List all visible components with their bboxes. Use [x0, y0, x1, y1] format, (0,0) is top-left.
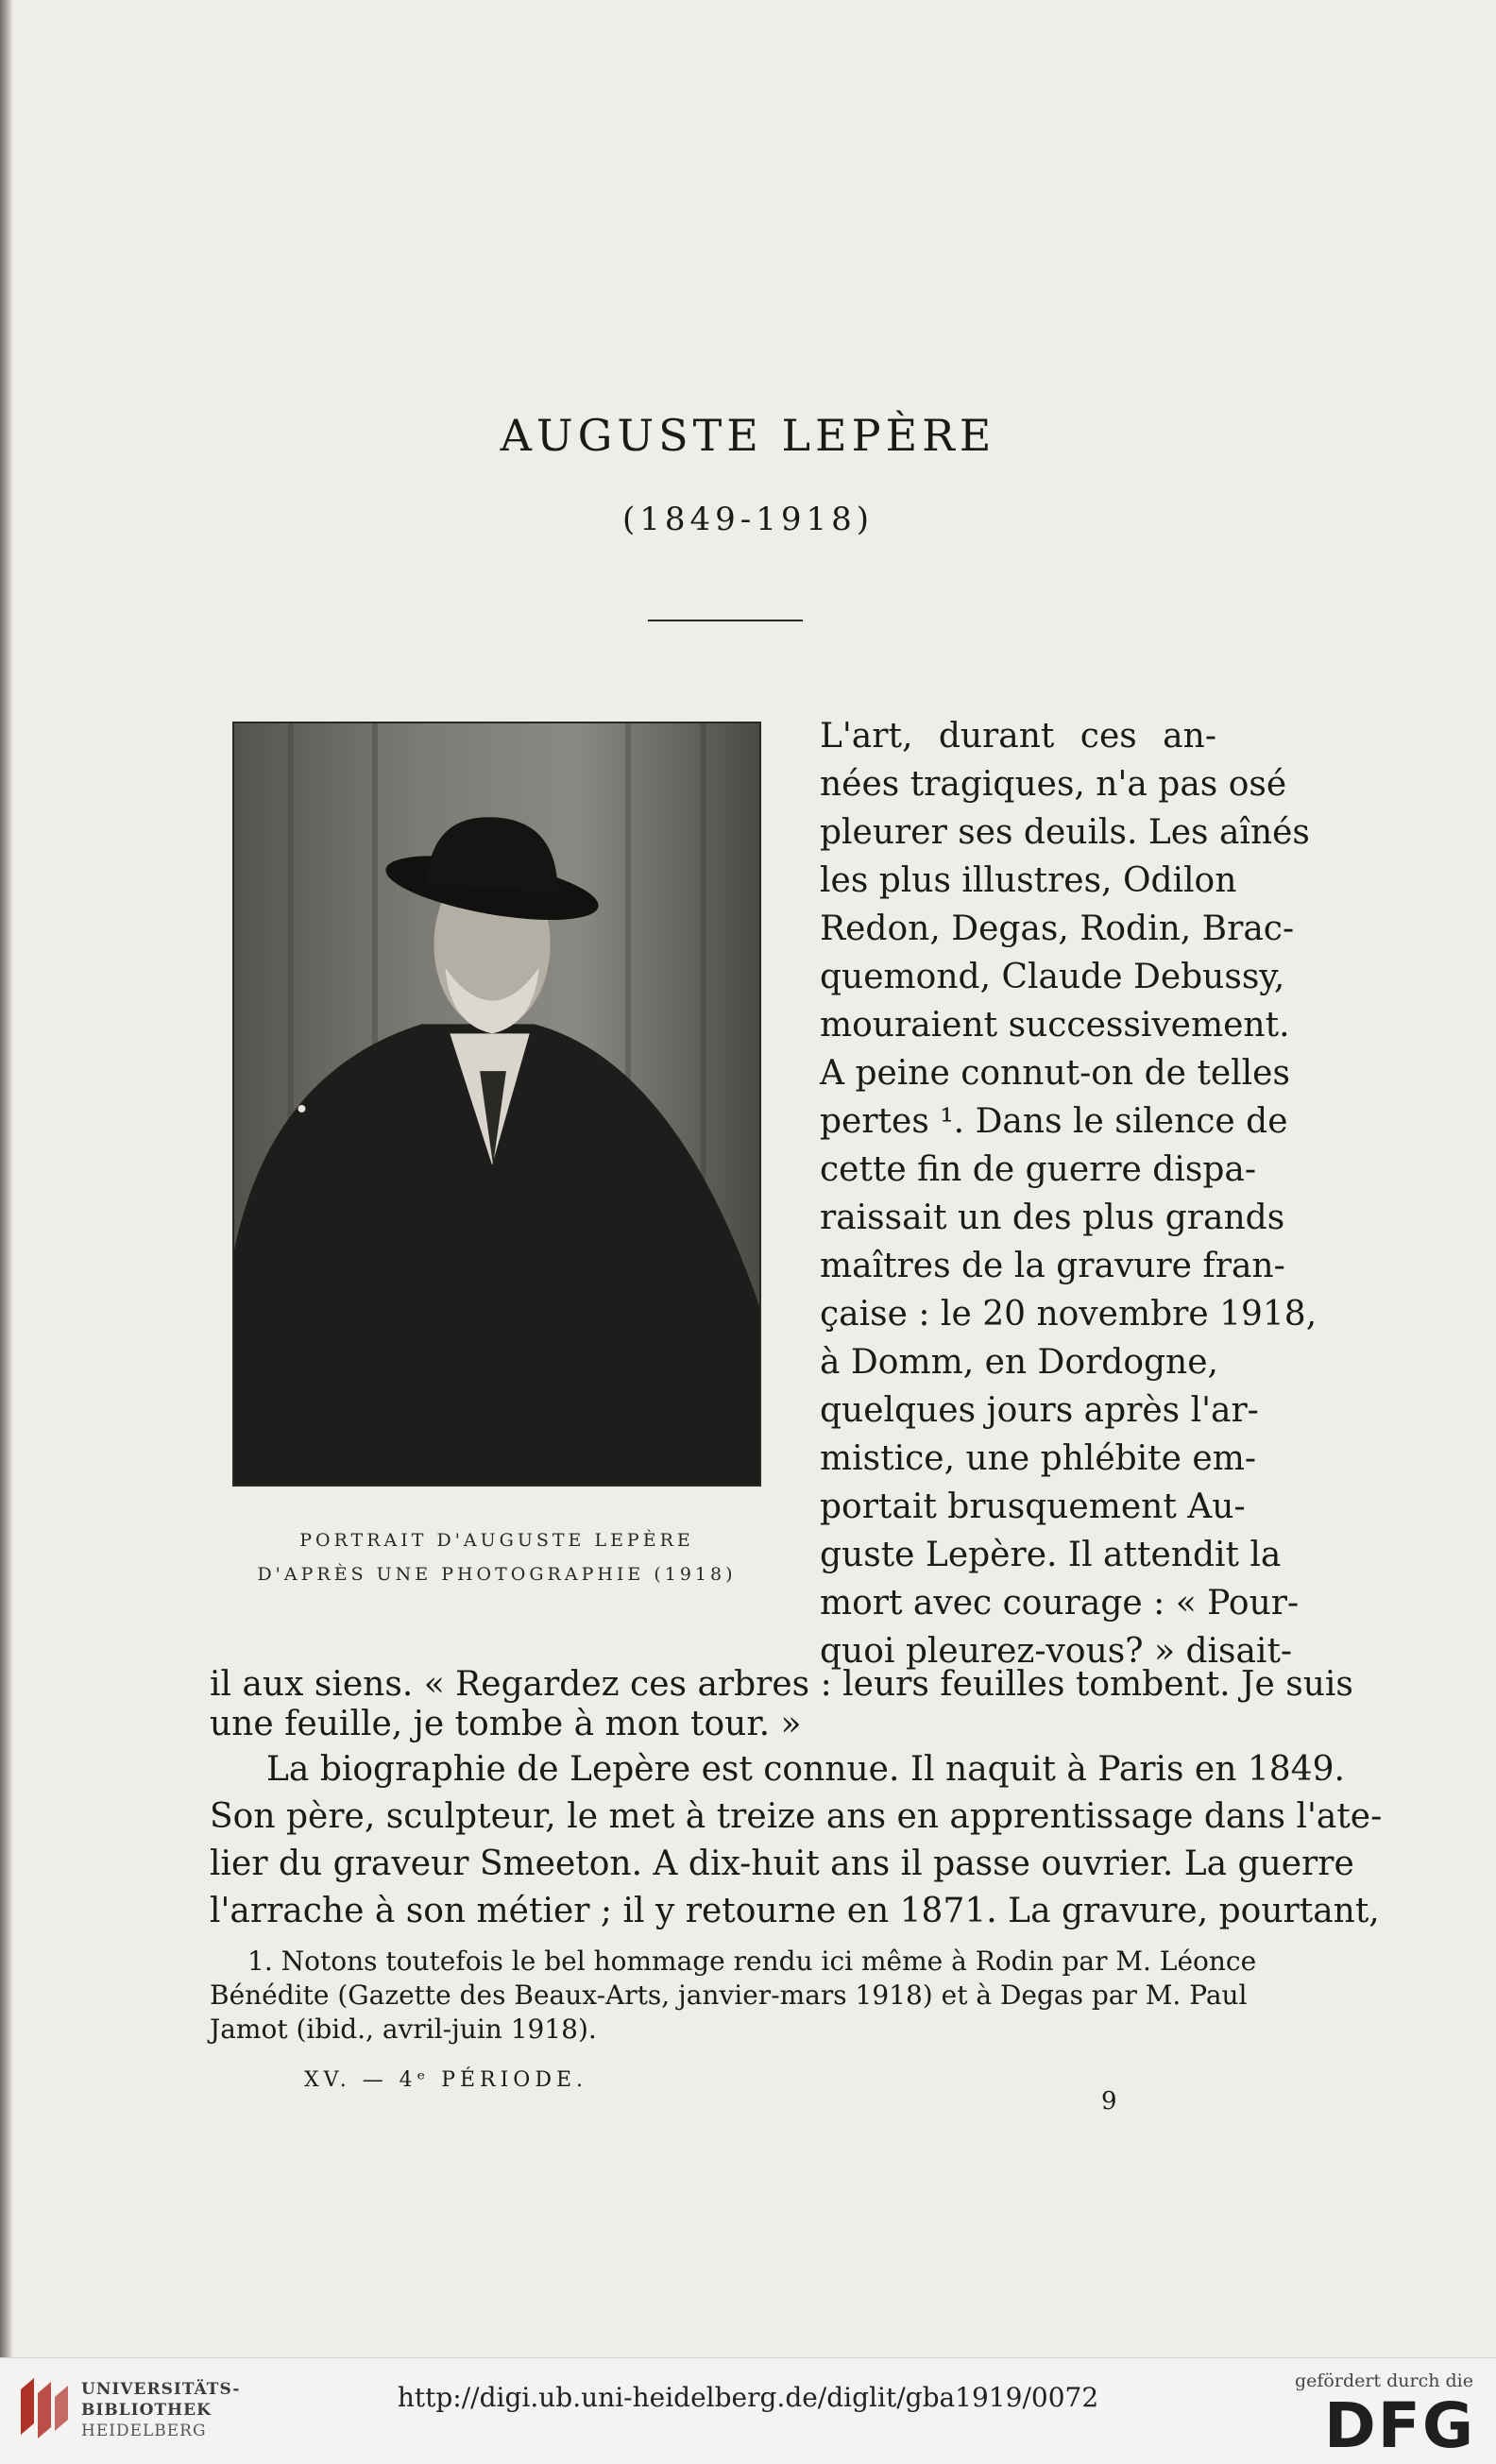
page-number: 9	[1101, 2087, 1117, 2116]
photo-caption-line1: PORTRAIT D'AUGUSTE LEPÈRE	[299, 1530, 694, 1551]
text-line: portait brusquement Au-	[820, 1487, 1246, 1526]
permalink-url[interactable]: http://digi.ub.uni-heidelberg.de/diglit/gba1919/0072	[397, 2382, 1099, 2413]
text-line: quelques jours après l'ar-	[820, 1391, 1259, 1430]
article-dates: (1849-1918)	[621, 501, 875, 538]
signature-mark: XV. — 4ᵉ PÉRIODE.	[304, 2068, 588, 2092]
text-line: quoi pleurez-vous? » disait-	[820, 1632, 1293, 1671]
text-line: A peine connut-on de telles	[820, 1054, 1290, 1093]
institution-name-line1: UNIVERSITÄTS-	[81, 2380, 241, 2399]
text-line: quemond, Claude Debussy,	[820, 958, 1285, 996]
text-line: Son père, sculpteur, le met à treize ans en apprentissage dans l'ate-	[210, 1797, 1383, 1836]
footnote-line: 1. Notons toutefois le bel hommage rendu ici même à Rodin par M. Léonce	[247, 1946, 1257, 1977]
footnote-line: Jamot (ibid., avril-juin 1918).	[210, 2014, 597, 2045]
article-title: AUGUSTE LEPÈRE	[500, 410, 996, 461]
text-line: les plus illustres, Odilon	[820, 861, 1237, 900]
institution-name-line3: HEIDELBERG	[81, 2422, 207, 2440]
portrait-image	[234, 723, 759, 1485]
text-line: Redon, Degas, Rodin, Brac-	[820, 909, 1295, 948]
funding-note: gefördert durch die	[1294, 2371, 1473, 2391]
text-line: nées tragiques, n'a pas osé	[820, 765, 1287, 804]
footnote-line: Bénédite (Gazette des Beaux-Arts, janvier-mars 1918) et à Degas par M. Paul	[210, 1980, 1248, 2011]
text-line: çaise : le 20 novembre 1918,	[820, 1295, 1318, 1334]
book-spine-shadow	[0, 0, 13, 2357]
text-line: cette fin de guerre dispa-	[820, 1150, 1256, 1189]
text-line: guste Lepère. Il attendit la	[820, 1536, 1282, 1574]
dfg-logo[interactable]: DFG	[1323, 2389, 1475, 2462]
portrait-photo	[232, 722, 761, 1487]
text-line: une feuille, je tombe à mon tour. »	[210, 1705, 802, 1743]
text-line: lier du graveur Smeeton. A dix-huit ans il passe ouvrier. La guerre	[210, 1844, 1354, 1883]
institution-name-line2: BIBLIOTHEK	[81, 2401, 212, 2420]
text-line: mort avec courage : « Pour-	[820, 1584, 1300, 1623]
text-line: L'art, durant ces an-	[820, 717, 1216, 756]
text-line: à Domm, en Dordogne,	[820, 1343, 1218, 1382]
text-line: maîtres de la gravure fran-	[820, 1247, 1285, 1285]
text-line: mistice, une phlébite em-	[820, 1439, 1257, 1478]
paragraph-first-line: La biographie de Lepère est connue. Il naquit à Paris en 1849.	[266, 1750, 1345, 1789]
text-line: l'arrache à son métier ; il y retourne en 1871. La gravure, pourtant,	[210, 1892, 1380, 1930]
text-line: raissait un des plus grands	[820, 1198, 1285, 1237]
text-line: pleurer ses deuils. Les aînés	[820, 813, 1310, 852]
text-line: il aux siens. « Regardez ces arbres : leurs feuilles tombent. Je suis	[210, 1665, 1353, 1704]
text-line: pertes ¹. Dans le silence de	[820, 1102, 1288, 1141]
photo-caption-line2: D'APRÈS UNE PHOTOGRAPHIE (1918)	[257, 1564, 737, 1585]
title-rule	[648, 620, 803, 621]
text-line: mouraient successivement.	[820, 1006, 1290, 1045]
